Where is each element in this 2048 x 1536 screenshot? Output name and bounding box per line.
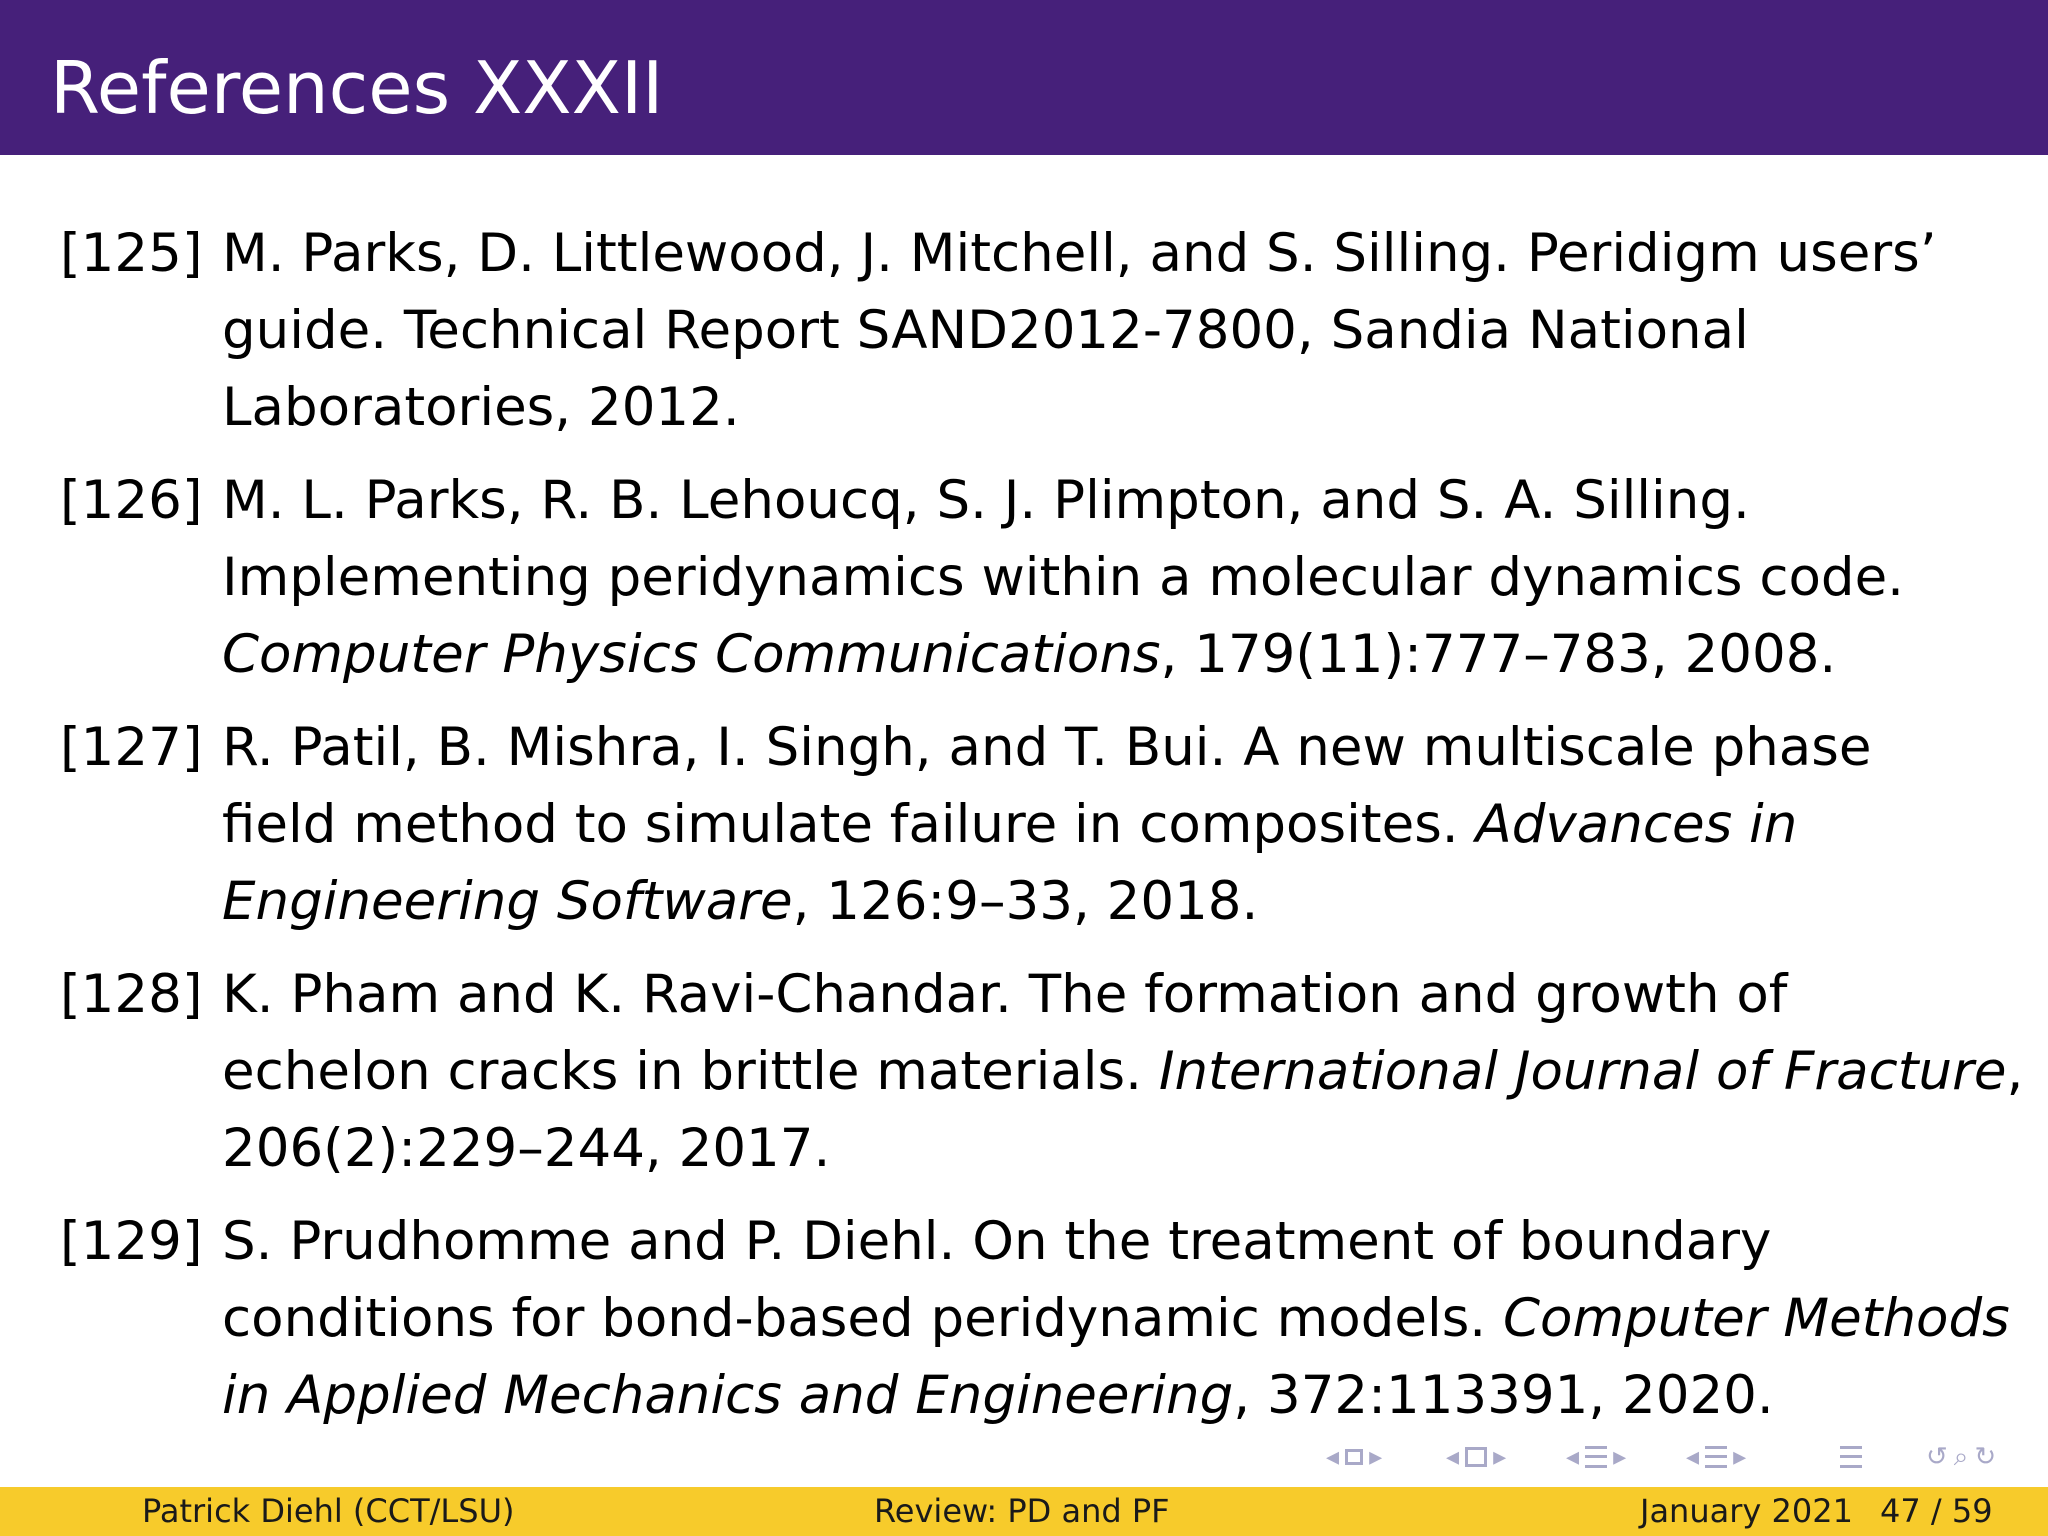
reference-line [222,1357,2048,1434]
reference-segment: field method to simulate failure in composites. [222,794,1476,855]
reference-line [222,539,2048,616]
reference-entry [60,709,2010,956]
reference-segment: conditions for bond-based peridynamic models. [222,1288,1504,1349]
nav-arrow-right-icon[interactable]: ▸ [1369,1442,1383,1472]
reference-text [222,215,2048,446]
reference-line [222,863,2048,940]
reference-entry [60,462,2010,709]
reference-line [222,709,2048,786]
reference-segment: , 179(11):777–783, 2008. [1160,624,1837,685]
subframe-icon[interactable] [1465,1447,1487,1467]
reference-line [222,616,2048,693]
reference-segment: S. Prudhomme and P. Diehl. On the treatment of boundary [222,1211,1772,1272]
slide-title: References XXXII [50,46,664,130]
reference-entry [60,215,2010,462]
reference-line [222,786,2048,863]
reference-segment: , 126:9–33, 2018. [792,871,1259,932]
reference-segment: M. L. Parks, R. B. Lehoucq, S. J. Plimpton, and S. A. Silling. [222,470,1750,531]
footer-bar [0,1487,2048,1536]
reference-entry [60,1203,2010,1450]
subsection-nav-group[interactable] [1686,1441,1746,1473]
reference-text [222,956,2048,1187]
reference-line [222,1110,2048,1187]
reference-segment: , [2006,1041,2024,1102]
footer-date: January 2021 [1640,1492,1853,1530]
reference-line [222,956,2048,1033]
reference-number: [126] [60,470,203,531]
subframe-nav-group[interactable] [1446,1441,1506,1473]
nav-arrow-left-icon[interactable]: ◂ [1326,1442,1340,1472]
reference-segment: echelon cracks in brittle materials. [222,1041,1159,1102]
reference-venue: Computer Physics Communications [222,624,1161,685]
reference-segment: K. Pham and K. Ravi-Chandar. The formation and growth of [222,964,1788,1025]
reference-line [222,1203,2048,1280]
reference-line [222,462,2048,539]
reference-line [222,215,2048,292]
reference-number: [129] [60,1211,203,1272]
reference-number: [125] [60,223,203,284]
footer-page-number: 47 / 59 [1880,1492,1993,1530]
reference-venue: Engineering Software [222,871,793,932]
footer-author: Patrick Diehl (CCT/LSU) [142,1492,515,1530]
reference-segment: R. Patil, B. Mishra, I. Singh, and T. Bui. A new multiscale phase [222,717,1872,778]
nav-arrow-left-icon[interactable]: ◂ [1686,1442,1700,1472]
zoom-icon[interactable]: ⌕ [1953,1442,1969,1472]
align-nav-group[interactable] [1840,1441,1862,1473]
reference-text [222,1203,2048,1434]
reference-venue: Advances in [1475,794,1798,855]
title-bar [0,0,2048,155]
section-icon[interactable] [1585,1446,1607,1468]
references-list [60,215,2024,1450]
reference-line [222,292,2048,369]
zoom-out-icon[interactable]: ↻ [1974,1442,1997,1472]
reference-venue: Computer Methods [1503,1288,2010,1349]
nav-arrow-right-icon[interactable]: ▸ [1733,1442,1747,1472]
reference-segment: , 372:113391, 2020. [1233,1365,1774,1426]
reference-line [222,1033,2048,1110]
reference-number: [128] [60,964,203,1025]
reference-venue: in Applied Mechanics and Engineering [222,1365,1234,1426]
frame-icon[interactable] [1345,1449,1363,1465]
reference-venue: International Journal of Fracture [1158,1041,2007,1102]
reference-line [222,369,2048,446]
align-icon[interactable] [1840,1446,1862,1468]
reference-entry [60,956,2024,1203]
reference-segment: Laboratories, 2012. [222,377,740,438]
reference-segment: 206(2):229–244, 2017. [222,1118,831,1179]
nav-arrow-left-icon[interactable]: ◂ [1446,1442,1460,1472]
reference-text [222,709,2048,940]
frame-nav-group[interactable] [1326,1441,1382,1473]
search-icon[interactable]: ↺ [1926,1442,1948,1472]
subsection-icon[interactable] [1705,1446,1727,1468]
section-nav-group[interactable] [1566,1441,1626,1473]
reference-line [222,1280,2048,1357]
search-nav-group[interactable] [1926,1441,1996,1473]
reference-number: [127] [60,717,203,778]
reference-segment: M. Parks, D. Littlewood, J. Mitchell, and S. Silling. Peridigm users’ [222,223,1937,284]
nav-arrow-right-icon[interactable]: ▸ [1613,1442,1627,1472]
nav-arrow-right-icon[interactable]: ▸ [1493,1442,1507,1472]
nav-arrow-left-icon[interactable]: ◂ [1566,1442,1580,1472]
reference-segment: guide. Technical Report SAND2012-7800, Sandia National [222,300,1749,361]
footer-short-title: Review: PD and PF [874,1492,1170,1530]
reference-text [222,462,2048,693]
reference-segment: Implementing peridynamics within a molecular dynamics code. [222,547,1905,608]
